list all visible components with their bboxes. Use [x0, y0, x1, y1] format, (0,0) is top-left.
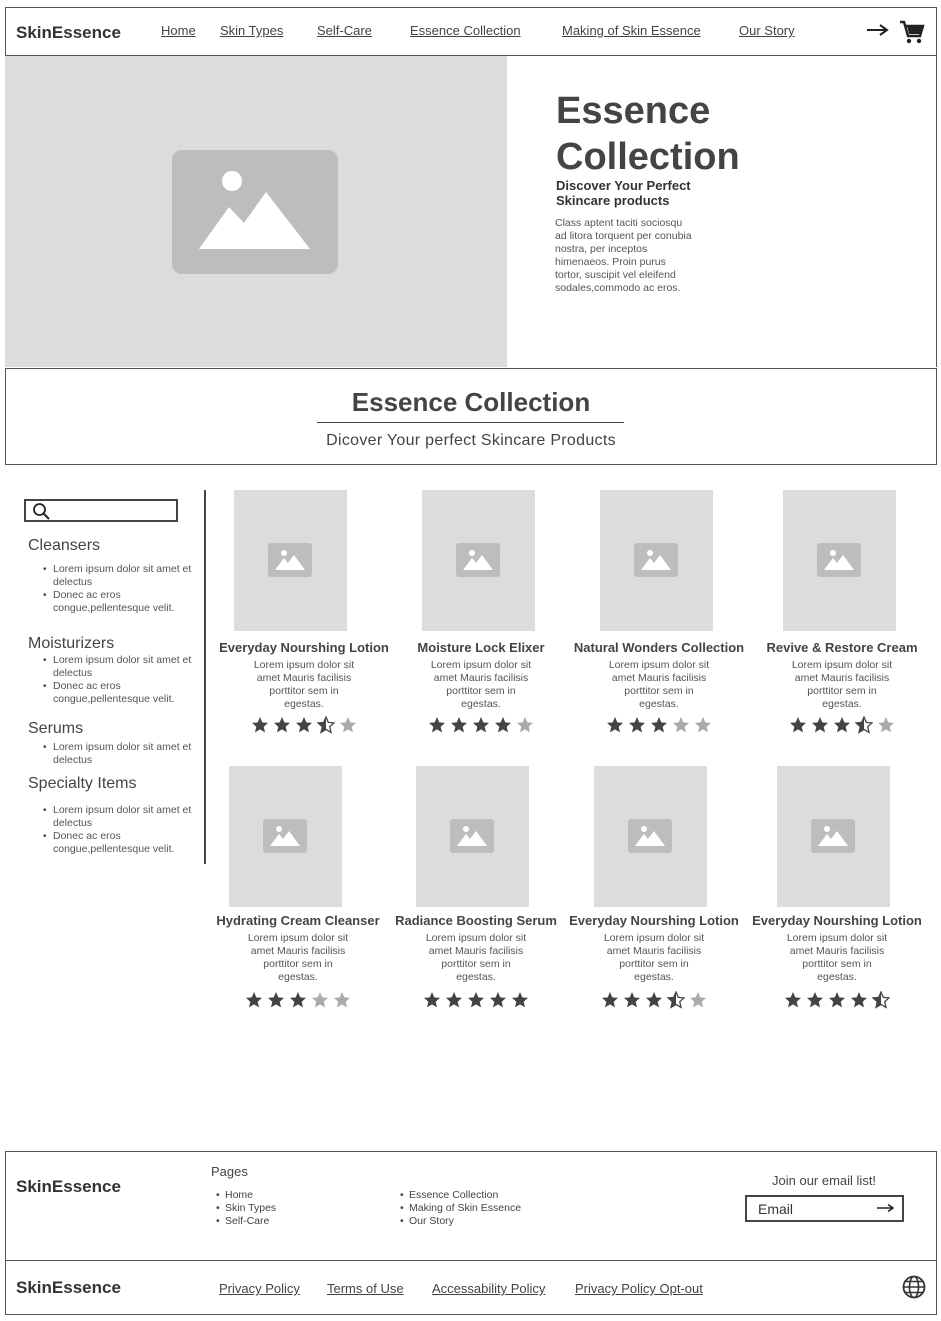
- product-description: Lorem ipsum dolor sit amet Mauris facilisis porttitor sem in egestas.: [608, 659, 710, 710]
- category-specialty-list: [43, 804, 198, 856]
- star-full-icon: [606, 716, 624, 734]
- hero-text-panel: [507, 56, 937, 367]
- star-full-icon: [289, 991, 307, 1009]
- star-full-icon: [806, 991, 824, 1009]
- product-rating: [564, 991, 744, 1009]
- sidebar-divider: [204, 490, 206, 864]
- product-description: Lorem ipsum dolor sit amet Mauris facilisis porttitor sem in egestas.: [247, 932, 349, 983]
- star-full-icon: [423, 991, 441, 1009]
- footer-link-self-care[interactable]: • Self-Care: [216, 1215, 276, 1228]
- star-full-icon: [489, 991, 507, 1009]
- product-rating: [747, 991, 927, 1009]
- product-rating: [569, 716, 749, 734]
- email-placeholder: Email: [758, 1201, 794, 1217]
- product-name[interactable]: Revive & Restore Cream: [766, 640, 918, 655]
- product-image[interactable]: [416, 766, 529, 907]
- star-full-icon: [784, 991, 802, 1009]
- footer-link-skin-types[interactable]: • Skin Types: [216, 1202, 276, 1215]
- image-placeholder-icon: [817, 543, 861, 577]
- list-item[interactable]: • Lorem ipsum dolor sit amet et delectus: [43, 654, 198, 680]
- footer-logo[interactable]: SkinEssence: [16, 1177, 121, 1196]
- product-description: Lorem ipsum dolor sit amet Mauris facilisis porttitor sem in egestas.: [786, 932, 888, 983]
- hero-subtitle: Discover Your Perfect Skincare products: [556, 178, 691, 208]
- product-name[interactable]: Moisture Lock Elixer: [417, 640, 545, 655]
- product-image[interactable]: [777, 766, 890, 907]
- hero-image: [5, 56, 507, 367]
- star-half-icon: [667, 991, 685, 1009]
- nav-link-essence-collection[interactable]: Essence Collection: [410, 23, 521, 38]
- star-empty-icon: [694, 716, 712, 734]
- star-full-icon: [445, 991, 463, 1009]
- hero-title: Essence Collection: [556, 90, 740, 178]
- category-moisturizers-list: [43, 654, 198, 706]
- category-moisturizers[interactable]: Moisturizers: [28, 635, 115, 652]
- nav-link-skin-types[interactable]: Skin Types: [220, 23, 284, 38]
- brand-logo[interactable]: SkinEssence: [16, 23, 121, 42]
- star-full-icon: [601, 991, 619, 1009]
- star-full-icon: [245, 991, 263, 1009]
- product-description: Lorem ipsum dolor sit amet Mauris facilisis porttitor sem in egestas.: [430, 659, 532, 710]
- star-full-icon: [251, 716, 269, 734]
- product-name[interactable]: Everyday Nourshing Lotion: [219, 640, 389, 655]
- star-half-icon: [855, 716, 873, 734]
- product-rating: [208, 991, 388, 1009]
- footer-link-home[interactable]: • Home: [216, 1189, 276, 1202]
- newsletter-label: Join our email list!: [772, 1173, 877, 1188]
- star-empty-icon: [672, 716, 690, 734]
- banner-divider: [317, 422, 624, 423]
- privacy-policy-link[interactable]: Privacy Policy: [219, 1281, 300, 1296]
- product-description: Lorem ipsum dolor sit amet Mauris facilisis porttitor sem in egestas.: [253, 659, 355, 710]
- privacy-opt-out-link[interactable]: Privacy Policy Opt-out: [575, 1281, 703, 1296]
- product-rating: [214, 716, 394, 734]
- search-icon: [32, 502, 52, 522]
- category-cleansers-list: [43, 563, 198, 615]
- banner-title: Essence Collection: [351, 387, 591, 417]
- product-description: Lorem ipsum dolor sit amet Mauris facilisis porttitor sem in egestas.: [425, 932, 527, 983]
- star-full-icon: [850, 991, 868, 1009]
- product-image[interactable]: [600, 490, 713, 631]
- banner-subtitle: Dicover Your perfect Skincare Products: [326, 432, 616, 449]
- product-name[interactable]: Radiance Boosting Serum: [395, 913, 557, 928]
- hero-body: Class aptent taciti sociosqu ad litora torquent per conubia nostra, per inceptos himenaeos. Proin purus tortor, suscipit vel eleifend sodales,commodo ac eros.: [555, 217, 692, 294]
- image-placeholder-icon: [811, 819, 855, 853]
- nav-link-our-story[interactable]: Our Story: [739, 23, 795, 38]
- star-full-icon: [650, 716, 668, 734]
- login-arrow-icon[interactable]: [866, 20, 890, 40]
- image-placeholder-icon: [456, 543, 500, 577]
- site-footer: [5, 1151, 937, 1260]
- terms-of-use-link[interactable]: Terms of Use: [327, 1281, 404, 1296]
- image-placeholder-icon: [268, 543, 312, 577]
- image-placeholder-icon: [634, 543, 678, 577]
- star-full-icon: [472, 716, 490, 734]
- image-placeholder-icon: [628, 819, 672, 853]
- star-empty-icon: [877, 716, 895, 734]
- legal-bar: [5, 1260, 937, 1315]
- product-image[interactable]: [234, 490, 347, 631]
- product-name[interactable]: Everyday Nourshing Lotion: [752, 913, 922, 928]
- category-serums-list: [43, 741, 198, 767]
- list-item[interactable]: • Lorem ipsum dolor sit amet et delectus: [43, 804, 198, 830]
- product-image[interactable]: [422, 490, 535, 631]
- star-full-icon: [467, 991, 485, 1009]
- star-empty-icon: [516, 716, 534, 734]
- list-item[interactable]: • Donec ac eros congue,pellentesque velit.: [43, 589, 198, 615]
- star-full-icon: [828, 991, 846, 1009]
- product-rating: [386, 991, 566, 1009]
- list-item[interactable]: • Donec ac eros congue,pellentesque velit.: [43, 680, 198, 706]
- footer-pages-label: Pages: [211, 1164, 248, 1179]
- star-full-icon: [428, 716, 446, 734]
- list-item[interactable]: • Donec ac eros congue,pellentesque velit.: [43, 830, 198, 856]
- footer-links-col1: [216, 1189, 276, 1228]
- globe-icon[interactable]: [902, 1275, 926, 1299]
- accessibility-policy-link[interactable]: Accessability Policy: [432, 1281, 546, 1296]
- star-full-icon: [273, 716, 291, 734]
- footer-links-col2: [400, 1189, 521, 1228]
- star-full-icon: [494, 716, 512, 734]
- image-placeholder-icon: [172, 150, 338, 274]
- product-name[interactable]: Everyday Nourshing Lotion: [569, 913, 739, 928]
- star-full-icon: [789, 716, 807, 734]
- submit-arrow-icon[interactable]: [877, 1203, 895, 1213]
- star-full-icon: [511, 991, 529, 1009]
- product-name[interactable]: Natural Wonders Collection: [573, 640, 745, 655]
- star-full-icon: [833, 716, 851, 734]
- category-specialty-items[interactable]: Specialty Items: [28, 775, 137, 792]
- product-image[interactable]: [229, 766, 342, 907]
- star-full-icon: [623, 991, 641, 1009]
- collection-banner: [5, 368, 937, 465]
- star-full-icon: [811, 716, 829, 734]
- nav-link-making-of[interactable]: Making of Skin Essence: [562, 23, 701, 38]
- footer-link-making-of[interactable]: • Making of Skin Essence: [400, 1202, 521, 1215]
- star-full-icon: [267, 991, 285, 1009]
- star-full-icon: [450, 716, 468, 734]
- star-full-icon: [628, 716, 646, 734]
- star-half-icon: [317, 716, 335, 734]
- list-item[interactable]: • Lorem ipsum dolor sit amet et delectus: [43, 741, 198, 767]
- product-description: Lorem ipsum dolor sit amet Mauris facilisis porttitor sem in egestas.: [791, 659, 893, 710]
- product-name[interactable]: Hydrating Cream Cleanser: [216, 913, 380, 928]
- product-rating: [752, 716, 932, 734]
- star-full-icon: [295, 716, 313, 734]
- legal-bar-logo[interactable]: SkinEssence: [16, 1278, 121, 1297]
- product-image[interactable]: [783, 490, 896, 631]
- product-rating: [391, 716, 571, 734]
- list-item[interactable]: • Lorem ipsum dolor sit amet et delectus: [43, 563, 198, 589]
- star-empty-icon: [339, 716, 357, 734]
- search-input[interactable]: [24, 499, 178, 522]
- nav-link-self-care[interactable]: Self-Care: [317, 23, 372, 38]
- footer-link-essence-collection[interactable]: • Essence Collection: [400, 1189, 521, 1202]
- product-image[interactable]: [594, 766, 707, 907]
- star-empty-icon: [689, 991, 707, 1009]
- footer-link-our-story[interactable]: • Our Story: [400, 1215, 521, 1228]
- nav-link-home[interactable]: Home: [161, 23, 196, 38]
- star-half-icon: [872, 991, 890, 1009]
- star-full-icon: [645, 991, 663, 1009]
- email-field[interactable]: [745, 1195, 904, 1222]
- star-empty-icon: [333, 991, 351, 1009]
- category-cleansers[interactable]: Cleansers: [28, 537, 101, 554]
- image-placeholder-icon: [450, 819, 494, 853]
- site-header: [5, 7, 937, 56]
- star-empty-icon: [311, 991, 329, 1009]
- image-placeholder-icon: [263, 819, 307, 853]
- product-description: Lorem ipsum dolor sit amet Mauris facilisis porttitor sem in egestas.: [603, 932, 705, 983]
- category-serums[interactable]: Serums: [28, 720, 84, 737]
- cart-icon[interactable]: [899, 19, 925, 45]
